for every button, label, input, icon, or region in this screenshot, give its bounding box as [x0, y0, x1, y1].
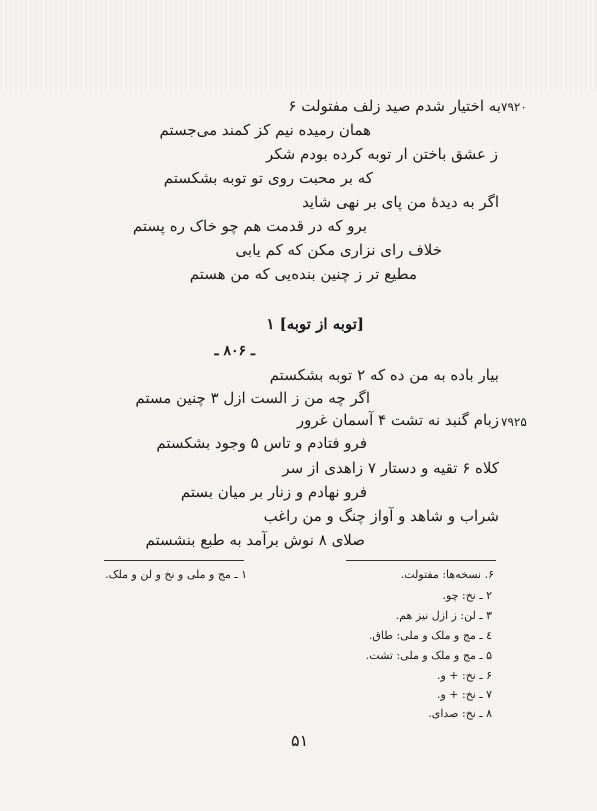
- verse-line: فرو فتادم و تاس ۵ وجود بشکستم: [156, 434, 367, 452]
- footnote: ۱ ـ مج و ملی و نخ و لن و ملک.: [105, 568, 247, 581]
- footnote: ۸ ـ نخ: صدای.: [428, 707, 492, 720]
- verse-line: همان رمیده نیم کز کمند می‌جستم: [159, 121, 371, 139]
- verse-line: مطیع تر ز چنین بنده‌یی که من هستم: [189, 265, 417, 283]
- verse-line: زبام گنبد نه تشت ۴ آسمان غرور: [296, 411, 499, 429]
- footnote: ۶. نسخه‌ها: مفتولت.: [400, 568, 494, 581]
- verse-line: اگر چه من ز الست ازل ۳ چنین مستم: [135, 389, 370, 407]
- verse-line: به اختیار شدم صید زلف مفتولت ۶: [288, 97, 501, 115]
- verse-line: شراب و شاهد و آواز چنگ و من راغب: [263, 507, 499, 525]
- verse-line: اگر به دیدهٔ من پای بر نهی شاید: [302, 193, 499, 211]
- footnote: ۳ ـ لن: ز ازل نیز هم.: [395, 609, 492, 622]
- footnote: ٤ ـ مج و ملک و ملی: طاق.: [368, 629, 492, 642]
- verse-line: ز عشق باختن ار توبه کرده بودم شکر: [266, 145, 498, 163]
- poem-number: ـ ۸۰۶ ـ: [214, 343, 255, 359]
- verse-line: کلاه ۶ تقیه و دستار ۷ زاهدی از سر: [282, 459, 499, 477]
- footnote: ۲ ـ نخ: چو.: [442, 589, 492, 602]
- verse-line: فرو نهادم و زنار بر میان بستم: [180, 483, 367, 501]
- footnote: ۶ ـ نخ: + و.: [436, 669, 492, 682]
- verse-line: خلاف رای نزاری مکن که کم یابی: [235, 241, 442, 259]
- page-number: ۵۱: [291, 731, 309, 750]
- footnote: ۵ ـ مج و ملک و ملی: تشت.: [365, 649, 492, 662]
- verse-number: ۷۹۲۰: [501, 100, 527, 114]
- verse-line: بیار باده به من ده که ۲ توبه بشکستم: [269, 366, 499, 384]
- verse-line: برو که در قدمت هم چو خاک ره پستم: [132, 217, 367, 235]
- footnote: ۷ ـ نخ: + و.: [436, 688, 492, 701]
- verse-line: که بر محبت روی تو توبه بشکستم: [163, 169, 373, 187]
- scan-noise: [0, 0, 597, 90]
- section-title: [توبه از توبه] ۱: [266, 315, 364, 333]
- footnote-rule-left: [104, 560, 244, 561]
- verse-line: صلای ۸ نوش برآمد به طبع بنشستم: [145, 531, 365, 549]
- verse-number: ۷۹۲۵: [501, 415, 527, 429]
- footnote-rule-right: [346, 560, 496, 561]
